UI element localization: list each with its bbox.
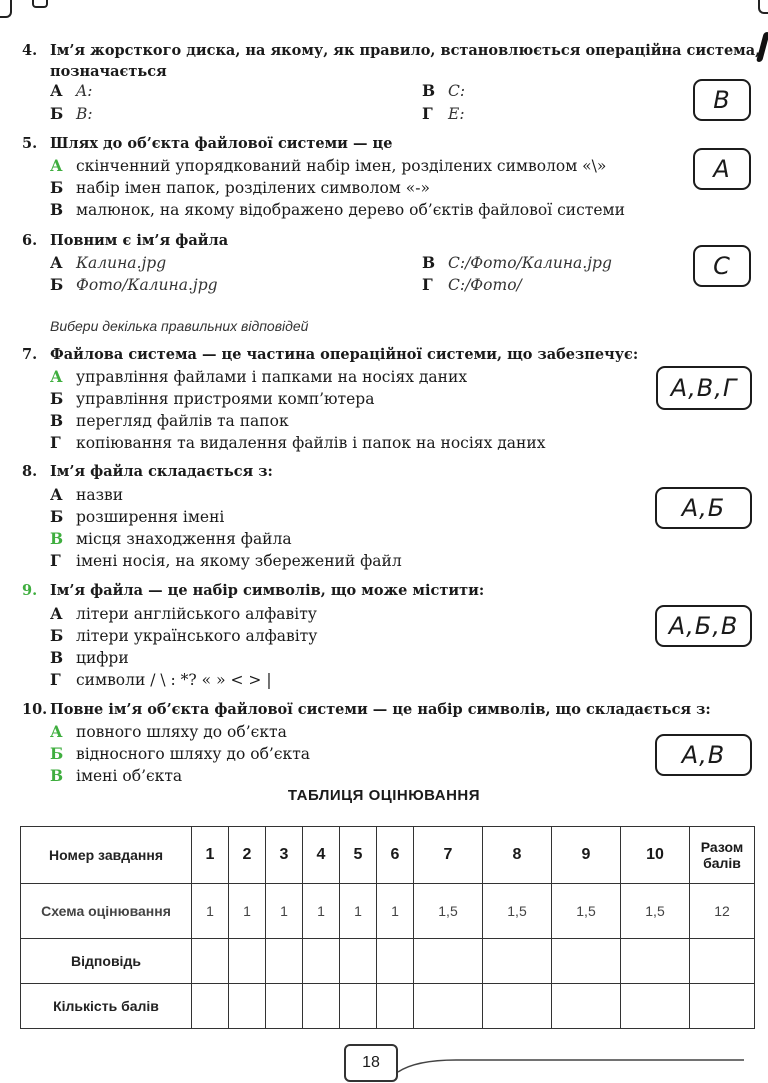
option-d: Г символи / \ : *? « » < > |: [50, 670, 272, 689]
points-cell[interactable]: [192, 984, 229, 1029]
question-number: 9.: [22, 582, 38, 599]
option-b: Б B:: [50, 104, 93, 123]
task-number: 8: [483, 827, 552, 884]
scheme-value: 1,5: [552, 884, 621, 939]
question-text: Файлова система — це частина операційної системи, що забезпечує:: [50, 346, 639, 363]
points-cell[interactable]: [483, 984, 552, 1029]
scheme-row: [21, 884, 755, 939]
points-cell[interactable]: [552, 984, 621, 1029]
question-number: 8.: [22, 463, 38, 480]
option-b: Б управління пристроями комп’ютера: [50, 389, 375, 408]
points-cell[interactable]: [621, 984, 690, 1029]
task-number: 7: [414, 827, 483, 884]
answer-cell[interactable]: [690, 939, 755, 984]
scheme-value: 1: [377, 884, 414, 939]
answer-row: [21, 939, 755, 984]
question-number: 6.: [22, 232, 38, 249]
answer-box[interactable]: А,В: [655, 734, 752, 776]
option-a: А A:: [50, 81, 93, 100]
question-4: [22, 40, 761, 82]
scheme-total: 12: [690, 884, 755, 939]
option-a: А Калина.jpg: [50, 253, 167, 272]
points-cell[interactable]: [377, 984, 414, 1029]
question-7: [22, 344, 754, 366]
answer-box[interactable]: С: [693, 245, 751, 287]
header-label: Номер завдання: [21, 827, 192, 884]
page-decoration-line: [396, 1056, 746, 1076]
task-number: 9: [552, 827, 621, 884]
answer-cell[interactable]: [229, 939, 266, 984]
question-number: 4.: [22, 42, 38, 59]
option-d: Г імені носія, на якому збережений файл: [50, 551, 402, 570]
question-text: Ім’я файла складається з:: [50, 463, 273, 480]
option-a: А літери англійського алфавіту: [50, 604, 317, 623]
question-text: Повним є ім’я файла: [50, 232, 229, 249]
option-c: В цифри: [50, 648, 129, 667]
total-label: Разом балів: [690, 827, 755, 884]
scheme-value: 1: [303, 884, 340, 939]
answer-box[interactable]: А: [693, 148, 751, 190]
question-8: [22, 461, 754, 483]
answer-row-label: Відповідь: [21, 939, 192, 984]
answer-cell[interactable]: [340, 939, 377, 984]
scheme-value: 1,5: [621, 884, 690, 939]
task-number: 3: [266, 827, 303, 884]
grading-table: [20, 826, 755, 1029]
question-6: [22, 230, 754, 252]
option-c: В малюнок, на якому відображено дерево об’єктів файлової системи: [50, 200, 625, 219]
scheme-label: Схема оцінювання: [21, 884, 192, 939]
question-text: Повне ім’я об’єкта файлової системи — це набір символів, що складається з:: [50, 701, 711, 718]
answer-cell[interactable]: [303, 939, 340, 984]
page-corner-mark: [32, 0, 48, 8]
answer-box[interactable]: В: [693, 79, 751, 121]
scheme-value: 1,5: [414, 884, 483, 939]
points-row: [21, 984, 755, 1029]
question-number: 5.: [22, 135, 38, 152]
scheme-value: 1: [340, 884, 377, 939]
table-title: ТАБЛИЦЯ ОЦІНЮВАННЯ: [287, 787, 481, 804]
scheme-value: 1: [192, 884, 229, 939]
question-5: [22, 133, 754, 155]
question-10: [22, 699, 754, 721]
question-9: [22, 580, 754, 602]
points-cell[interactable]: [340, 984, 377, 1029]
answer-cell[interactable]: [483, 939, 552, 984]
instruction-note: Вибери декілька правильних відповідей: [50, 318, 309, 334]
answer-cell[interactable]: [552, 939, 621, 984]
option-a: А повного шляху до об’єкта: [50, 722, 287, 741]
option-c: В імені об’єкта: [50, 766, 183, 785]
scheme-value: 1: [229, 884, 266, 939]
question-number: 7.: [22, 346, 38, 363]
task-number: 6: [377, 827, 414, 884]
answer-cell[interactable]: [414, 939, 483, 984]
points-cell[interactable]: [690, 984, 755, 1029]
answer-cell[interactable]: [377, 939, 414, 984]
option-c: В перегляд файлів та папок: [50, 411, 289, 430]
page-number: 18: [344, 1044, 398, 1082]
option-d: Г E:: [422, 104, 465, 123]
points-cell[interactable]: [229, 984, 266, 1029]
task-number: 1: [192, 827, 229, 884]
points-cell[interactable]: [266, 984, 303, 1029]
option-d: Г копіювання та видалення файлів і папок на носіях даних: [50, 433, 546, 452]
option-d: Г C:/Фото/: [422, 275, 522, 294]
option-a: А управління файлами і папками на носіях даних: [50, 367, 468, 386]
option-a: А назви: [50, 485, 124, 504]
answer-cell[interactable]: [621, 939, 690, 984]
page-corner-mark: [0, 0, 12, 18]
option-b: Б набір імен папок, розділених символом «-»: [50, 178, 430, 197]
question-number: 10.: [22, 701, 48, 718]
option-c: В місця знаходження файла: [50, 529, 292, 548]
table-header-row: [21, 827, 755, 884]
option-b: Б розширення імені: [50, 507, 225, 526]
option-c: В C:/Фото/Калина.jpg: [422, 253, 612, 272]
question-text: Ім’я жорсткого диска, на якому, як правило, встановлюється операційна система,: [50, 42, 761, 59]
scheme-value: 1,5: [483, 884, 552, 939]
answer-box[interactable]: А,Б,В: [655, 605, 752, 647]
question-text-continued: позначається: [50, 63, 167, 80]
points-cell[interactable]: [414, 984, 483, 1029]
points-cell[interactable]: [303, 984, 340, 1029]
question-text: Шлях до об’єкта файлової системи — це: [50, 135, 393, 152]
option-a: А скінченний упорядкований набір імен, розділених символом «\»: [50, 156, 607, 175]
task-number: 2: [229, 827, 266, 884]
task-number: 4: [303, 827, 340, 884]
answer-box[interactable]: А,Б: [655, 487, 752, 529]
answer-cell[interactable]: [266, 939, 303, 984]
points-row-label: Кількість балів: [21, 984, 192, 1029]
scheme-value: 1: [266, 884, 303, 939]
option-b: Б відносного шляху до об’єкта: [50, 744, 311, 763]
answer-cell[interactable]: [192, 939, 229, 984]
option-b: Б літери українського алфавіту: [50, 626, 318, 645]
task-number: 5: [340, 827, 377, 884]
page-corner-mark: [758, 0, 768, 14]
question-text: Ім’я файла — це набір символів, що може містити:: [50, 582, 485, 599]
answer-box[interactable]: А,В,Г: [656, 366, 752, 410]
task-number: 10: [621, 827, 690, 884]
option-c: В C:: [422, 81, 466, 100]
option-b: Б Фото/Калина.jpg: [50, 275, 218, 294]
